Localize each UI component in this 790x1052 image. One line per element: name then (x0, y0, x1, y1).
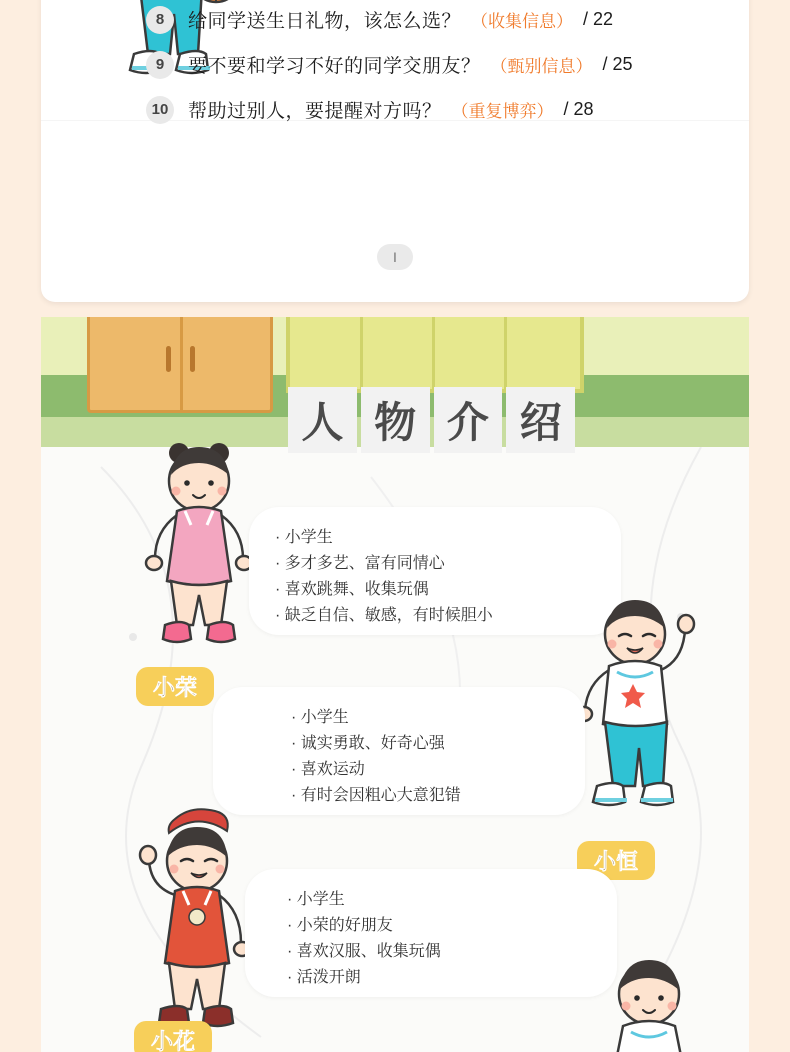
title-char: 物 (361, 387, 430, 453)
toc-item-tag: （重复博弈） (451, 102, 554, 121)
table-of-contents-panel (41, 0, 749, 302)
character-xiaoheng-illustration (569, 592, 709, 842)
window-graphic (286, 317, 584, 393)
toc-item-page: / 25 (602, 54, 633, 74)
toc-item-page: / 22 (583, 9, 614, 29)
profile-line: · 多才多艺、富有同情心 (275, 555, 445, 572)
cabinet-graphic (87, 317, 273, 413)
toc-item-number: 9 (146, 51, 174, 79)
profile-line: · 有时会因粗心大意犯错 (291, 787, 461, 804)
toc-item-tag: （甄别信息） (490, 57, 593, 76)
toc-item-title: 要不要和学习不好的同学交朋友？ (188, 56, 481, 77)
title-char: 介 (434, 387, 503, 453)
toc-item-number: 10 (146, 96, 174, 124)
profile-line: · 喜欢运动 (291, 761, 365, 778)
profile-bubble-xiaoheng (213, 687, 585, 815)
title-char: 绍 (506, 387, 575, 453)
profile-bubble-xiaohua (245, 869, 617, 997)
name-tag-xiaorong: 小荣 (136, 667, 214, 706)
section-title (288, 387, 575, 453)
toc-row[interactable] (146, 42, 746, 87)
profile-bubble-xiaorong (249, 507, 621, 635)
character-partial-illustration (589, 952, 709, 1052)
title-char: 人 (288, 387, 357, 453)
name-tag-xiaohua: 小花 (134, 1021, 212, 1052)
profile-line: · 活泼开朗 (287, 969, 361, 986)
profile-line: · 小学生 (291, 709, 349, 726)
profile-line: · 喜欢跳舞、收集玩偶 (275, 581, 429, 598)
toc-list (146, 0, 746, 132)
profile-line: · 诚实勇敢、好奇心强 (291, 735, 445, 752)
toc-item-title: 给同学送生日礼物，该怎么选？ (188, 11, 462, 32)
character-introduction-section (41, 317, 749, 1052)
name-tag-xiaoheng: 小恒 (577, 841, 655, 880)
toc-row[interactable] (146, 0, 746, 42)
profile-line: · 喜欢汉服、收集玩偶 (287, 943, 441, 960)
profile-line: · 小荣的好朋友 (287, 917, 393, 934)
profile-line: · 小学生 (275, 529, 333, 546)
profile-line: · 缺乏自信、敏感，有时候胆小 (275, 607, 493, 624)
toc-item-title: 帮助过别人，要提醒对方吗？ (188, 101, 442, 122)
toc-row[interactable] (146, 87, 746, 132)
page-number-badge: I (377, 244, 413, 270)
profile-line: · 小学生 (287, 891, 345, 908)
toc-item-tag: （收集信息） (471, 12, 574, 31)
toc-item-page: / 28 (563, 99, 594, 119)
toc-item-number: 8 (146, 6, 174, 34)
